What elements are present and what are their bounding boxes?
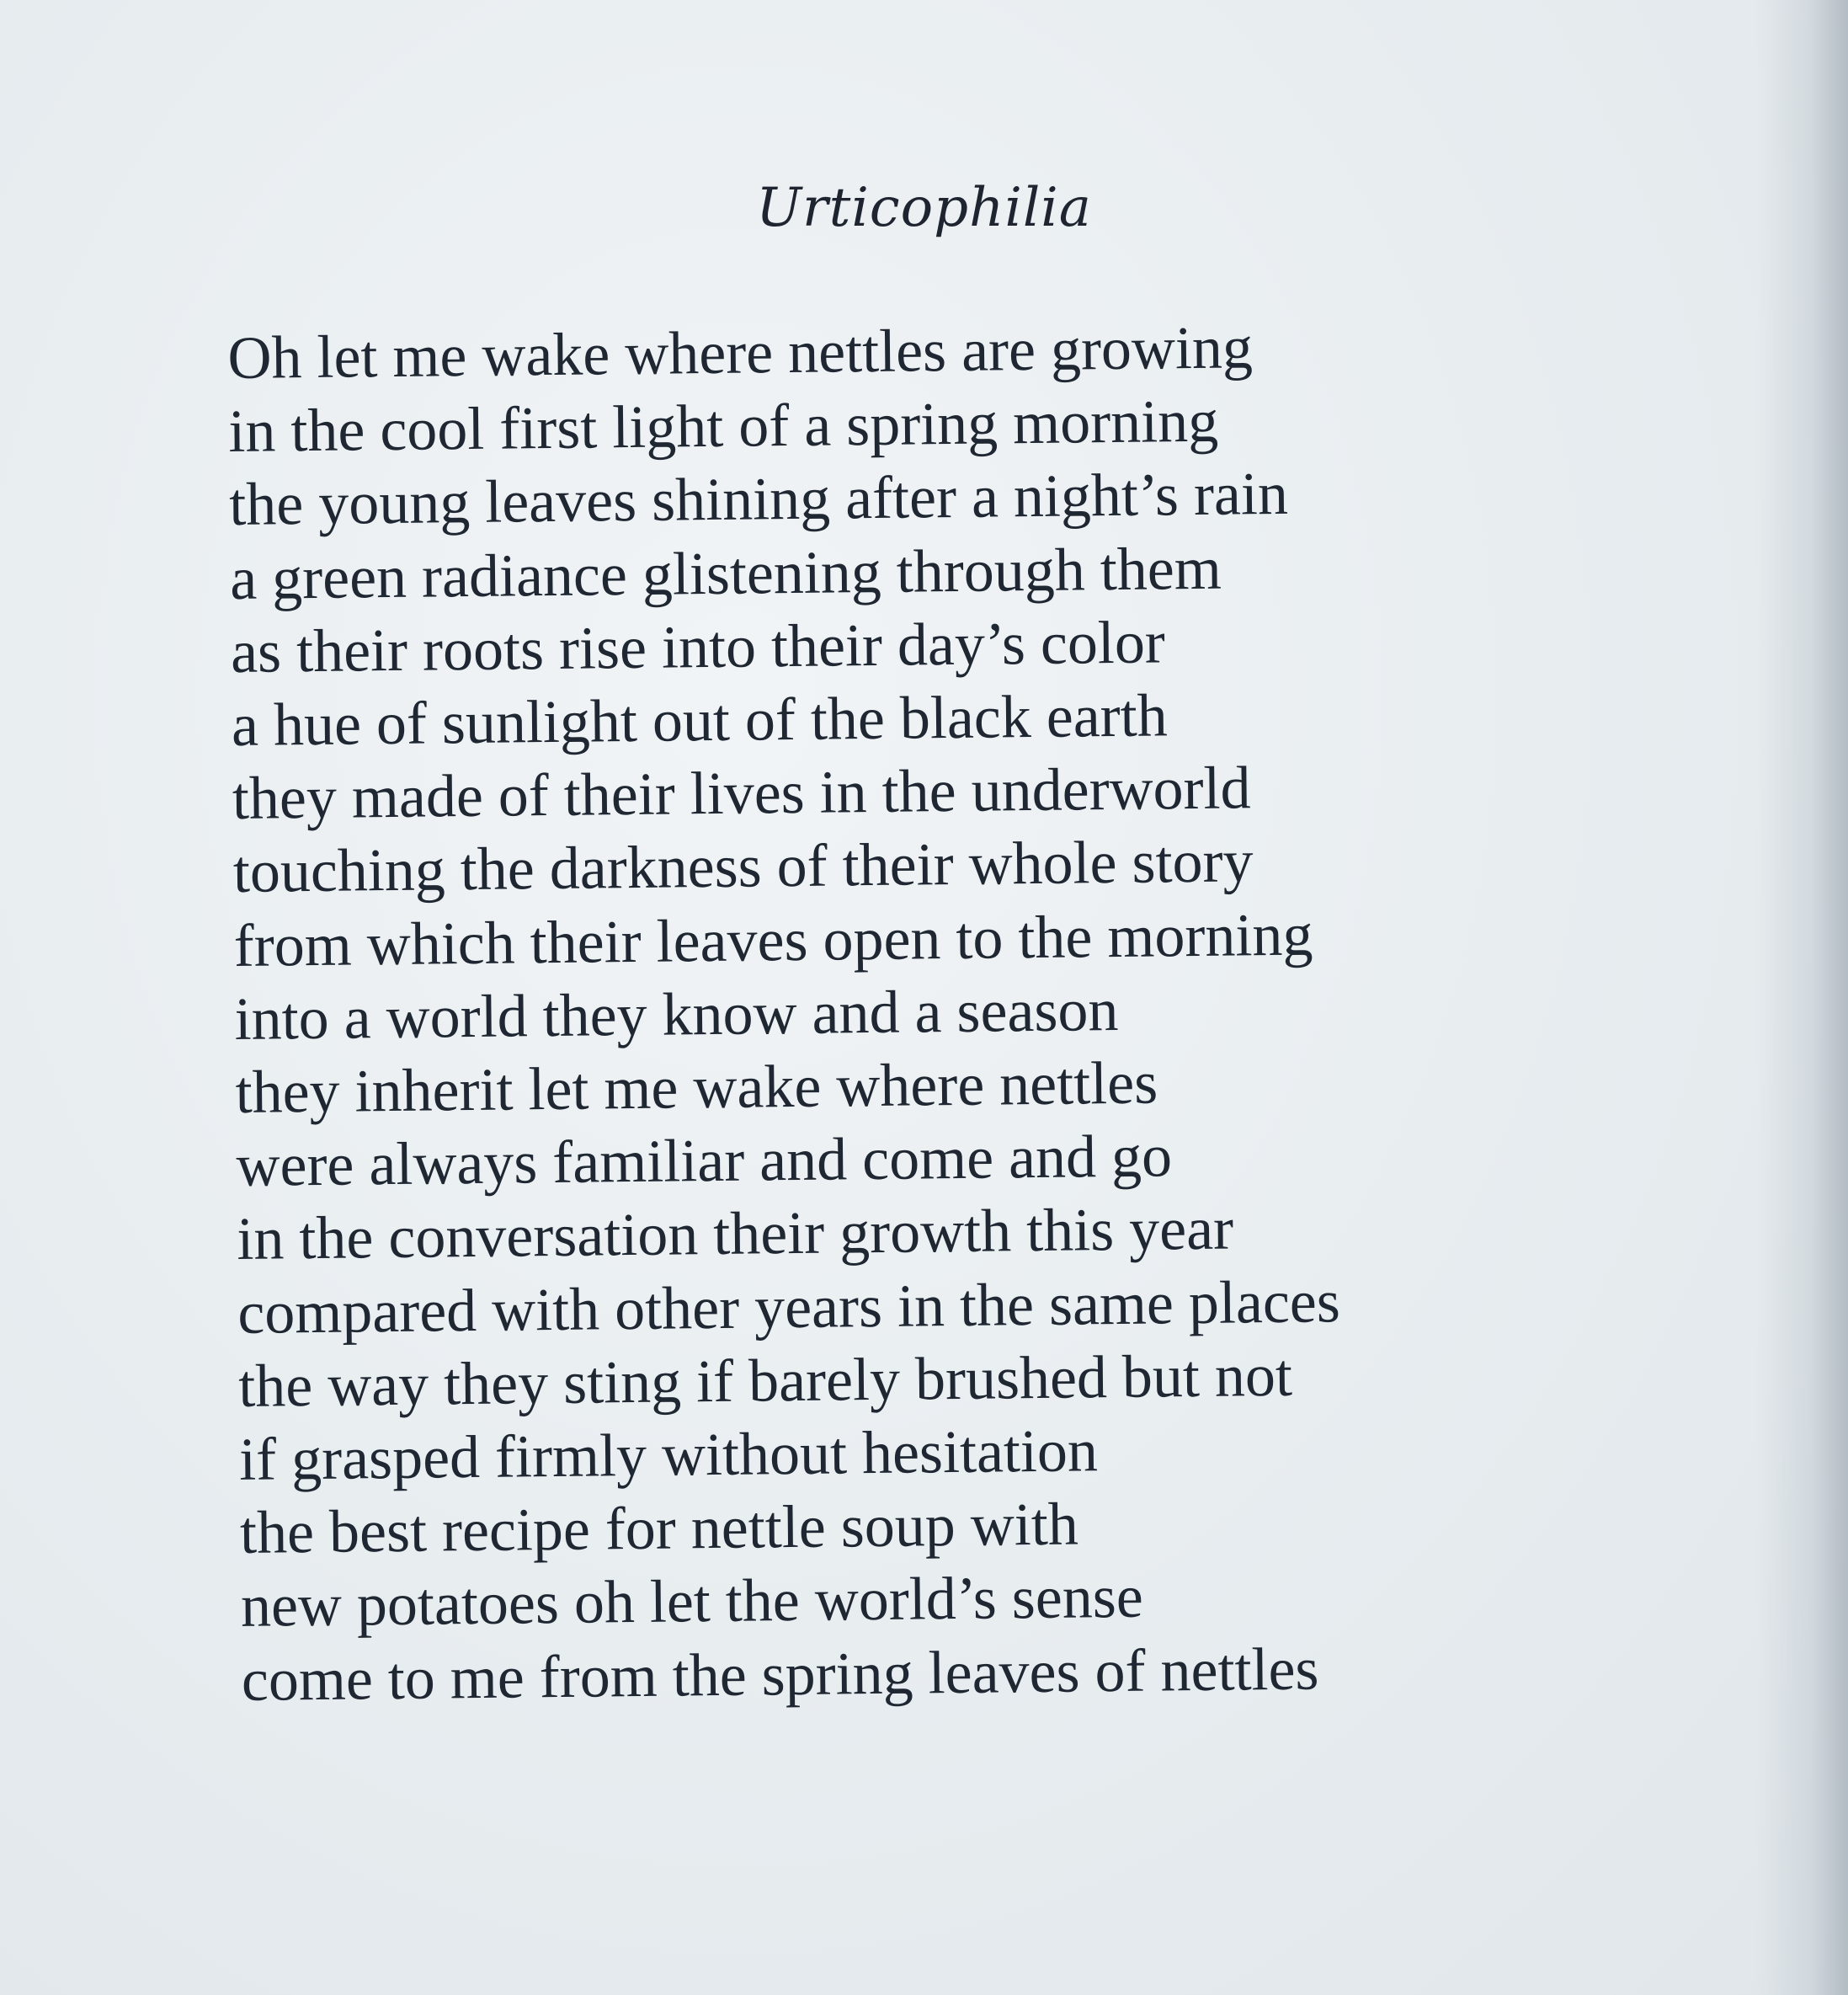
poem-line: into a world they know and a season xyxy=(234,975,1119,1053)
poem-line: were always familiar and come and go xyxy=(236,1122,1173,1200)
page-edge-shadow xyxy=(1755,0,1848,1995)
poem-line: they made of their lives in the underworld xyxy=(232,754,1251,833)
poem-line: as their roots rise into their day’s color xyxy=(230,608,1166,685)
poem-line: the way they sting if barely brushed but not xyxy=(237,1341,1293,1420)
poem-line: a hue of sunlight out of the black earth xyxy=(231,681,1169,759)
poem-body xyxy=(227,308,1521,1717)
poem-title: Urticophilia xyxy=(756,177,1092,239)
poem-line: compared with other years in the same places xyxy=(237,1267,1341,1347)
poem-line: in the cool first light of a spring morning xyxy=(227,387,1219,466)
poem-line: if grasped firmly without hesitation xyxy=(238,1416,1099,1493)
poem-line: new potatoes oh let the world’s sense xyxy=(240,1563,1144,1640)
poem-line: touching the darkness of their whole story xyxy=(232,827,1254,906)
poem-line: from which their leaves open to the morning xyxy=(233,900,1313,979)
poem-line: a green radiance glistening through them xyxy=(229,534,1222,612)
poem-line: come to me from the spring leaves of nettles xyxy=(241,1635,1319,1714)
poem-line: Oh let me wake where nettles are growing xyxy=(227,313,1254,392)
poem-line: the young leaves shining after a night’s rain xyxy=(228,460,1289,539)
poem-line: the best recipe for nettle soup with xyxy=(239,1490,1079,1567)
poem-line: they inherit let me wake where nettles xyxy=(235,1048,1158,1126)
poem-line: in the conversation their growth this year xyxy=(236,1194,1234,1273)
